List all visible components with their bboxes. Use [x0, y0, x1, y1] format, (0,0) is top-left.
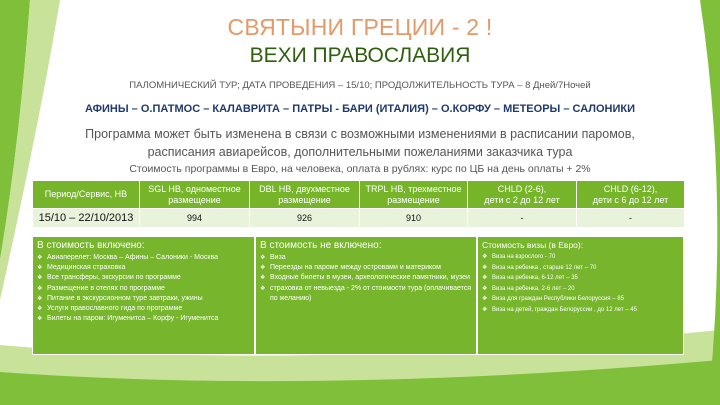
- tour-info: ПАЛОМНИЧЕСКИЙ ТУР; ДАТА ПРОВЕДЕНИЯ – 15/10; ПРОДОЛЖИТЕЛЬНОСТЬ ТУРА – 8 Дней/7Ночей: [129, 80, 591, 91]
- page-title: СВЯТЫНИ ГРЕЦИИ - 2 !: [227, 14, 493, 40]
- included-box: [32, 236, 255, 355]
- visa-item: ❖ Виза на детей, граждан Белоруссии , до 12 лет – 45: [482, 305, 679, 316]
- visa-item: ❖ Виза на ребенка , старше 12 лет – 70: [482, 263, 679, 274]
- header-period: Период/Сервис, НВ: [33, 181, 140, 209]
- included-item: ❖ Размещение в отелях по программе: [37, 284, 250, 294]
- not-included-box: [255, 236, 477, 355]
- included-heading: В стоимость включено:: [37, 240, 145, 251]
- visa-box: [477, 236, 684, 355]
- tour-route: АФИНЫ – О.ПАТМОС – КАЛАВРИТА – ПАТРЫ - БАРИ (ИТАЛИЯ) – О.КОРФУ – МЕТЕОРЫ – САЛОНИКИ: [84, 103, 636, 115]
- included-item: ❖ Все трансферы, экскурсии по программе: [37, 273, 250, 283]
- not-included-list: [260, 253, 472, 304]
- price-note: Стоимость программы в Евро, на человека, оплата в рублях: курс по ЦБ на день оплаты + 2%: [129, 163, 591, 175]
- included-item: ❖ Медицинская страховка: [37, 263, 250, 273]
- included-item: ❖ Авиаперелет: Москва – Афины – Салоники - Москва: [37, 253, 250, 263]
- page-subtitle: ВЕХИ ПРАВОСЛАВИЯ: [249, 44, 471, 67]
- cell-period: 15/10 – 22/10/2013: [33, 209, 140, 228]
- header-chld-6-12: CHLD (6-12), дети с 6 до 12 лет: [577, 181, 685, 209]
- cell-trpl-price: 910: [360, 209, 468, 228]
- not-included-item: ❖ Переезды на пароме между островами и материком: [260, 263, 472, 273]
- visa-item: ❖ Виза на взрослого - 70: [482, 252, 679, 263]
- included-item: ❖ Питание в экскурсионном туре завтраки, ужины: [37, 294, 250, 304]
- program-note: [0, 125, 720, 161]
- included-list: [37, 253, 250, 324]
- visa-list: [482, 252, 679, 316]
- price-table: [32, 180, 685, 228]
- header-dbl: DBL HB, двухместное размещение: [250, 181, 360, 209]
- cell-dbl-price: 926: [250, 209, 360, 228]
- header-chld-2-6: CHLD (2-6), дети с 2 до 12 лет: [468, 181, 577, 209]
- price-table-row: [33, 209, 685, 228]
- cell-chld-6-12-price: -: [577, 209, 685, 228]
- price-table-header-row: [33, 181, 685, 209]
- visa-heading: Стоимость визы (в Евро):: [482, 240, 584, 250]
- visa-item: ❖ Виза для граждан Республики Белоруссия – 85: [482, 294, 679, 305]
- included-item: ❖ Услуги православного гида по программе: [37, 304, 250, 314]
- cell-sgl-price: 994: [140, 209, 250, 228]
- cell-chld-2-6-price: -: [468, 209, 577, 228]
- included-item: ❖ Билеты на паром: Игуменитса – Корфу - Игуменитса: [37, 314, 250, 324]
- visa-item: ❖ Виза на ребенка, 6-12 лет – 35: [482, 273, 679, 284]
- not-included-item: ❖ Виза: [260, 253, 472, 263]
- not-included-item: ❖ страховка от невыезда - 2% от стоимости тура (оплачивается по желанию): [260, 284, 472, 304]
- header-sgl: SGL HB, одноместное размещение: [140, 181, 250, 209]
- program-note-line-1: Программа может быть изменена в связи с возможными изменениями в расписании паромов,: [85, 127, 635, 141]
- not-included-heading: В стоимость не включено:: [260, 240, 382, 251]
- header-trpl: TRPL HB, трехместное размещение: [360, 181, 468, 209]
- visa-item: ❖ Виза на ребенка, 2-6 лет – 20: [482, 284, 679, 295]
- not-included-item: ❖ Входные билеты в музеи, археологические памятники, музеи: [260, 273, 472, 283]
- program-note-line-2: расписания авиарейсов, дополнительными пожеланиями заказчика тура: [147, 145, 573, 159]
